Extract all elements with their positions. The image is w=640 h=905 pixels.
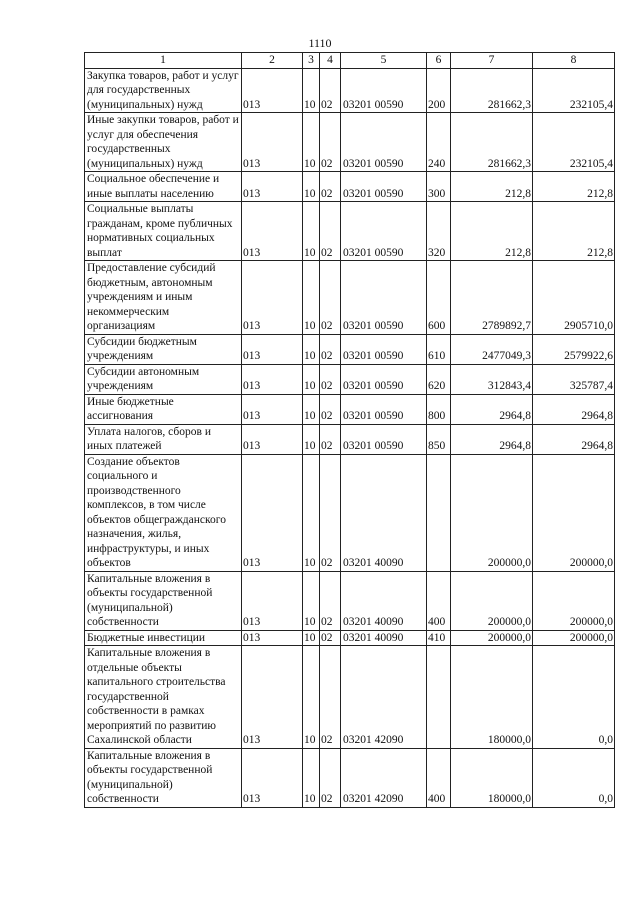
row-rz: 10	[303, 334, 320, 364]
row-sum-2: 2579922,6	[533, 334, 615, 364]
header-col-1: 1	[85, 53, 242, 69]
row-ved: 013	[242, 202, 303, 261]
row-ved: 013	[242, 571, 303, 630]
row-sum-1: 312843,4	[451, 364, 533, 394]
row-sum-1: 180000,0	[451, 748, 533, 807]
table-row	[85, 394, 615, 424]
row-pr: 02	[320, 424, 341, 454]
row-vr: 600	[427, 261, 451, 335]
row-rz: 10	[303, 364, 320, 394]
row-vr	[427, 646, 451, 749]
header-col-5: 5	[341, 53, 427, 69]
row-ved: 013	[242, 424, 303, 454]
row-pr: 02	[320, 630, 341, 646]
row-sum-1: 200000,0	[451, 571, 533, 630]
row-pr: 02	[320, 571, 341, 630]
table-row	[85, 172, 615, 202]
row-ved: 013	[242, 364, 303, 394]
table-row	[85, 748, 615, 807]
header-row	[85, 53, 615, 69]
header-col-7: 7	[451, 53, 533, 69]
table-row	[85, 261, 615, 335]
row-rz: 10	[303, 394, 320, 424]
row-ved: 013	[242, 748, 303, 807]
row-sum-2: 200000,0	[533, 630, 615, 646]
row-vr: 620	[427, 364, 451, 394]
header-col-2: 2	[242, 53, 303, 69]
row-vr: 240	[427, 113, 451, 172]
row-sum-2: 2964,8	[533, 394, 615, 424]
row-pr: 02	[320, 364, 341, 394]
row-ved: 013	[242, 261, 303, 335]
row-csr: 03201 00590	[341, 364, 427, 394]
row-pr: 02	[320, 748, 341, 807]
row-rz: 10	[303, 454, 320, 571]
row-pr: 02	[320, 394, 341, 424]
row-sum-1: 2789892,7	[451, 261, 533, 335]
row-sum-2: 212,8	[533, 172, 615, 202]
row-ved: 013	[242, 454, 303, 571]
row-csr: 03201 00590	[341, 394, 427, 424]
row-vr: 200	[427, 68, 451, 113]
row-name: Иные бюджетные ассигнования	[85, 394, 242, 424]
row-sum-2: 232105,4	[533, 113, 615, 172]
row-rz: 10	[303, 630, 320, 646]
row-name: Иные закупки товаров, работ и услуг для обеспечения государственных (муниципальных) нужд	[85, 113, 242, 172]
row-name: Социальное обеспечение и иные выплаты населению	[85, 172, 242, 202]
row-pr: 02	[320, 646, 341, 749]
row-name: Капитальные вложения в объекты государственной (муниципальной) собственности	[85, 571, 242, 630]
row-sum-2: 212,8	[533, 202, 615, 261]
row-pr: 02	[320, 454, 341, 571]
row-pr: 02	[320, 172, 341, 202]
table-row	[85, 113, 615, 172]
row-name: Бюджетные инвестиции	[85, 630, 242, 646]
table-row	[85, 68, 615, 113]
row-rz: 10	[303, 748, 320, 807]
row-pr: 02	[320, 334, 341, 364]
row-sum-2: 232105,4	[533, 68, 615, 113]
row-rz: 10	[303, 261, 320, 335]
row-rz: 10	[303, 68, 320, 113]
row-sum-1: 2477049,3	[451, 334, 533, 364]
row-rz: 10	[303, 424, 320, 454]
row-ved: 013	[242, 646, 303, 749]
page-number: 1110	[308, 36, 332, 50]
row-pr: 02	[320, 261, 341, 335]
row-rz: 10	[303, 113, 320, 172]
row-vr: 400	[427, 748, 451, 807]
row-rz: 10	[303, 646, 320, 749]
row-name: Субсидии бюджетным учреждениям	[85, 334, 242, 364]
row-csr: 03201 00590	[341, 261, 427, 335]
row-vr: 800	[427, 394, 451, 424]
row-csr: 03201 00590	[341, 172, 427, 202]
row-csr: 03201 42090	[341, 748, 427, 807]
row-ved: 013	[242, 394, 303, 424]
row-csr: 03201 40090	[341, 571, 427, 630]
row-csr: 03201 00590	[341, 68, 427, 113]
row-vr: 850	[427, 424, 451, 454]
row-sum-1: 212,8	[451, 172, 533, 202]
row-sum-1: 212,8	[451, 202, 533, 261]
table-row	[85, 364, 615, 394]
row-sum-2: 2964,8	[533, 424, 615, 454]
row-sum-1: 2964,8	[451, 424, 533, 454]
row-sum-2: 0,0	[533, 748, 615, 807]
row-rz: 10	[303, 571, 320, 630]
table-row	[85, 334, 615, 364]
table-row	[85, 646, 615, 749]
row-vr: 320	[427, 202, 451, 261]
row-name: Социальные выплаты гражданам, кроме публичных нормативных социальных выплат	[85, 202, 242, 261]
row-vr: 610	[427, 334, 451, 364]
row-name: Субсидии автономным учреждениям	[85, 364, 242, 394]
row-ved: 013	[242, 630, 303, 646]
table-row	[85, 571, 615, 630]
header-col-4: 4	[320, 53, 341, 69]
row-csr: 03201 00590	[341, 113, 427, 172]
row-sum-2: 200000,0	[533, 571, 615, 630]
row-csr: 03201 40090	[341, 454, 427, 571]
budget-table	[84, 52, 615, 808]
row-name: Закупка товаров, работ и услуг для государственных (муниципальных) нужд	[85, 68, 242, 113]
row-ved: 013	[242, 172, 303, 202]
row-vr	[427, 454, 451, 571]
row-pr: 02	[320, 202, 341, 261]
table-row	[85, 454, 615, 571]
row-sum-1: 180000,0	[451, 646, 533, 749]
row-rz: 10	[303, 172, 320, 202]
row-csr: 03201 00590	[341, 334, 427, 364]
row-sum-2: 200000,0	[533, 454, 615, 571]
row-csr: 03201 00590	[341, 424, 427, 454]
row-sum-1: 281662,3	[451, 113, 533, 172]
row-name: Капитальные вложения в отдельные объекты капитального строительства государственной собственности в рамках мероприятий по развитию Сахалинской области	[85, 646, 242, 749]
row-ved: 013	[242, 68, 303, 113]
table-row	[85, 424, 615, 454]
row-sum-1: 200000,0	[451, 454, 533, 571]
row-name: Уплата налогов, сборов и иных платежей	[85, 424, 242, 454]
row-ved: 013	[242, 334, 303, 364]
row-sum-2: 325787,4	[533, 364, 615, 394]
row-vr: 400	[427, 571, 451, 630]
row-pr: 02	[320, 113, 341, 172]
row-name: Капитальные вложения в объекты государственной (муниципальной) собственности	[85, 748, 242, 807]
row-sum-1: 281662,3	[451, 68, 533, 113]
row-name: Предоставление субсидий бюджетным, автономным учреждениям и иным некоммерческим организациям	[85, 261, 242, 335]
header-col-3: 3	[303, 53, 320, 69]
row-rz: 10	[303, 202, 320, 261]
row-sum-2: 2905710,0	[533, 261, 615, 335]
row-sum-1: 2964,8	[451, 394, 533, 424]
row-csr: 03201 42090	[341, 646, 427, 749]
row-csr: 03201 00590	[341, 202, 427, 261]
row-csr: 03201 40090	[341, 630, 427, 646]
row-sum-2: 0,0	[533, 646, 615, 749]
row-vr: 300	[427, 172, 451, 202]
header-col-6: 6	[427, 53, 451, 69]
row-name: Создание объектов социального и производственного комплексов, в том числе объектов общегражданского назначения, жилья, инфраструктуры, и иных объектов	[85, 454, 242, 571]
row-pr: 02	[320, 68, 341, 113]
row-vr: 410	[427, 630, 451, 646]
table-row	[85, 202, 615, 261]
row-ved: 013	[242, 113, 303, 172]
row-sum-1: 200000,0	[451, 630, 533, 646]
header-col-8: 8	[533, 53, 615, 69]
table-row	[85, 630, 615, 646]
